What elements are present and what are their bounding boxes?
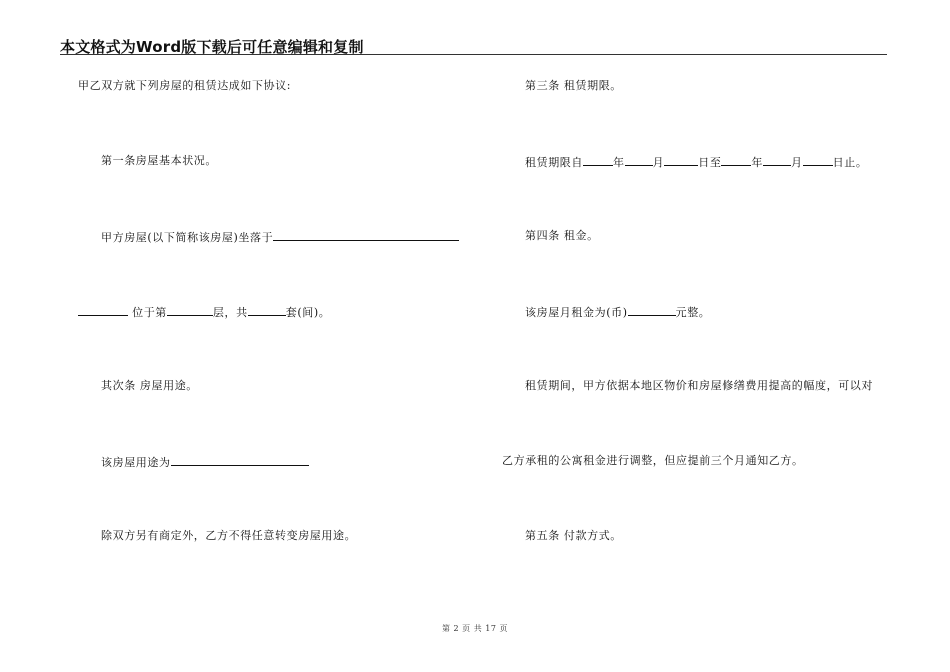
article1-title <box>101 154 217 168</box>
usage-restriction-text: 除双方另有商定外，乙方不得任意转变房屋用途。 <box>101 529 357 542</box>
intro-line <box>78 79 291 93</box>
location-line <box>101 229 459 245</box>
rent-label: 该房屋月租金为(币) <box>525 306 628 319</box>
term-label: 租赁期限自 <box>525 156 583 169</box>
article3-title-text: 第三条 租赁期限。 <box>525 79 622 92</box>
end-day-blank <box>803 154 833 166</box>
adjust-line-2 <box>502 454 804 468</box>
start-day-blank <box>664 154 698 166</box>
article2-title-text: 其次条 房屋用途。 <box>101 379 198 392</box>
floor-label-2: 层，共 <box>212 306 248 319</box>
article2-title <box>101 379 198 393</box>
end-year-blank <box>721 154 751 166</box>
rent-suffix: 元整。 <box>675 306 711 319</box>
page-number: 第 2 页 共 17 页 <box>442 624 508 633</box>
floor-label-1: 位于第 <box>132 306 167 319</box>
article5-title-text: 第五条 付款方式。 <box>525 529 622 542</box>
usage-label: 该房屋用途为 <box>101 456 171 469</box>
rent-amount-blank <box>628 304 676 316</box>
usage-restriction-line <box>101 529 356 543</box>
floor-label-3: 套(间)。 <box>285 306 331 319</box>
unit-day-end: 日止。 <box>832 156 868 169</box>
intro-text: 甲乙双方就下列房屋的租赁达成如下协议: <box>78 79 292 92</box>
location-label: 甲方房屋(以下简称该房屋)坐落于 <box>101 231 274 244</box>
usage-line <box>101 454 309 470</box>
article4-title <box>525 229 599 243</box>
adjust-text-2: 乙方承租的公寓租金进行调整，但应提前三个月通知乙方。 <box>502 454 804 467</box>
floor-number-blank <box>167 304 213 316</box>
article3-title <box>525 79 622 93</box>
unit-year-1: 年 <box>613 156 625 169</box>
article1-title-text: 第一条房屋基本状况。 <box>101 154 217 167</box>
end-month-blank <box>763 154 791 166</box>
location-blank <box>273 229 459 241</box>
rent-line <box>525 304 710 320</box>
unit-year-2: 年 <box>751 156 764 169</box>
start-month-blank <box>625 154 653 166</box>
adjust-text-1: 租赁期间，甲方依据本地区物价和房屋修缮费用提高的幅度，可以对 <box>525 379 873 392</box>
article5-title <box>525 529 622 543</box>
term-line <box>525 154 867 170</box>
usage-blank <box>171 454 309 466</box>
adjust-line-1 <box>525 379 873 393</box>
document-header: 本文格式为Word版下载后可任意编辑和复制 <box>60 38 364 56</box>
address-blank <box>78 304 128 316</box>
floor-line <box>78 304 330 320</box>
header-rule <box>60 54 887 55</box>
unit-month-1: 月 <box>652 156 665 169</box>
unit-count-blank <box>248 304 286 316</box>
article4-title-text: 第四条 租金。 <box>525 229 599 242</box>
unit-day-to: 日至 <box>698 156 722 169</box>
start-year-blank <box>583 154 613 166</box>
unit-month-2: 月 <box>791 156 803 169</box>
